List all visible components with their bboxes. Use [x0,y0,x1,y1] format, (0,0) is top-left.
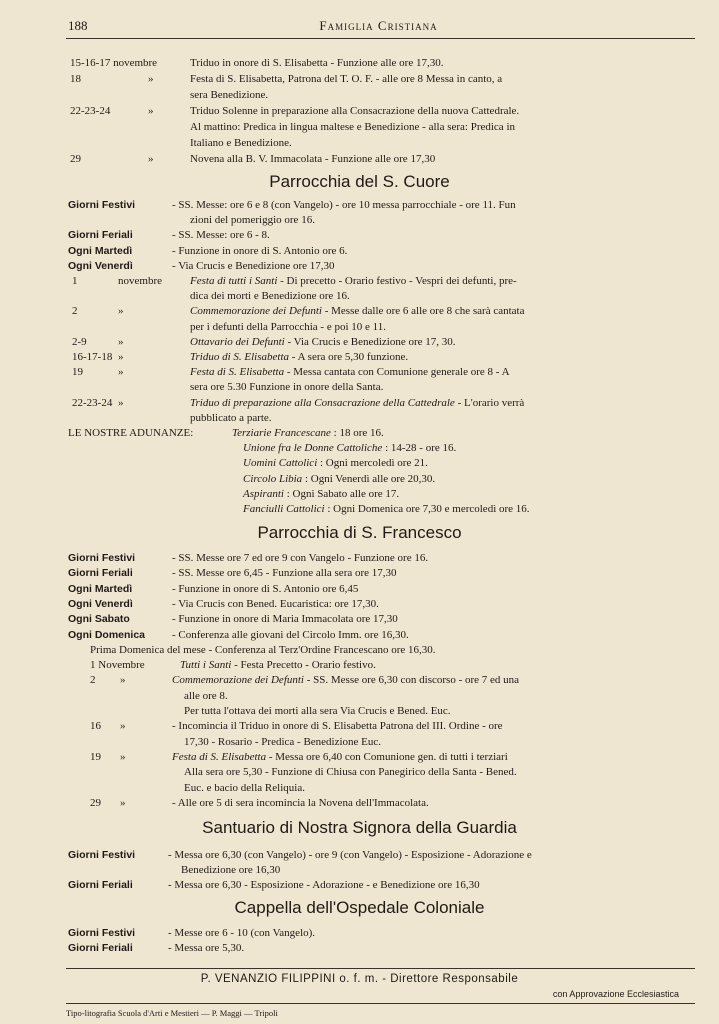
line-text: - Festa Precetto - Orario festivo. [231,659,376,672]
director-line: P. VENANZIO FILIPPINI o. f. m. - Direttore Responsabile [200,973,519,985]
line-label: Giorni Festivi [68,849,136,861]
line-body [190,136,292,150]
line-body [172,719,503,733]
line-date: 29 [70,153,81,165]
line-body [184,704,451,718]
line-date: 29 [90,796,101,809]
section-heading: Parrocchia del S. Cuore [269,172,450,191]
line-body [172,612,398,626]
line-text: Festa di S. Elisabetta, Patrona del T. O. F. - alle ore 8 Messa in canto, a [190,73,503,85]
line-marker: » [118,366,124,379]
line-emphasis: Fanciulli Cattolici [243,503,325,515]
page-number: 188 [68,18,88,33]
line-label: Giorni Festivi [68,927,136,939]
line-emphasis: Festa di tutti i Santi [190,275,278,287]
line-emphasis: Tutti i Santi [180,659,232,672]
line-date: 19 [90,750,101,763]
line-body [190,152,435,166]
line-date: 16 [90,720,101,733]
line-text: - Messa ore 5,30. [168,942,245,954]
line-text: Alla sera ore 5,30 - Funzione di Chiusa con Panegirico della Santa - Bened. [184,766,517,779]
line-emphasis: Unione fra le Donne Cattoliche [243,442,383,455]
line-emphasis: Festa di S. Elisabetta [172,750,267,763]
page-title: Famiglia Cristiana [319,18,438,33]
line-text: - Messa cantata con Comunione generale ore 8 - A [284,366,510,379]
line-date: 1 Novembre [90,659,145,672]
line-body [243,487,399,501]
line-text: - Incomincia il Triduo in onore di S. Elisabetta Patrona del III. Ordine - ore [172,720,503,733]
line-body [190,213,315,227]
line-text: Novena alla B. V. Immacolata - Funzione alle ore 17,30 [190,153,436,165]
line-body [172,551,428,565]
line-body [190,120,515,134]
line-date: 2 [90,674,96,687]
line-body [190,56,443,70]
line-body [168,926,315,940]
line-body [168,848,532,862]
line-body [172,259,335,273]
line-label: Ogni Venerdì [68,597,133,610]
line-label: Ogni Martedì [68,582,133,595]
line-text: - A sera ore 5,30 funzione. [289,351,409,363]
line-date: 19 [72,366,83,379]
line-text: - Funzione in onore di Maria Immacolata ore 17,30 [172,613,398,626]
approval-line: con Approvazione Ecclesiastica [552,989,679,999]
line-text: zioni del pomeriggio ore 16. [190,214,315,227]
line-date: 2-9 [72,335,87,348]
line-text: : Ogni Venerdì alle ore 20,30. [302,472,436,485]
line-date: 18 [70,73,81,85]
line-text: Italiano e Benedizione. [190,137,292,149]
line-body [190,350,408,364]
line-label: Giorni Festivi [68,199,136,211]
line-text: 17,30 - Rosario - Predica - Benedizione Euc. [184,735,382,748]
line-body [243,502,530,516]
line-body [190,104,519,118]
line-body [184,781,305,795]
line-date: 22-23-24 [70,105,111,117]
line-body [172,244,347,258]
line-body [190,289,350,303]
line-body [190,274,517,288]
line-text: - Alle ore 5 di sera incomincia la Novena dell'Immacolata. [172,796,429,809]
line-text: - SS. Messe ore 6,45 - Funzione alla sera ore 17,30 [172,567,397,580]
line-text: - Via Crucis e Benedizione ore 17,30 [172,259,335,272]
line-emphasis: Terziarie Francescane [232,427,331,439]
line-text: - SS. Messe: ore 6 e 8 (con Vangelo) - ore 10 messa parrocchiale - ore 11. Fun [172,199,516,211]
section-heading: Parrocchia di S. Francesco [257,523,462,542]
line-label: Ogni Venerdì [68,259,133,272]
line-body [172,628,409,642]
line-body [243,472,435,486]
line-text: Triduo in onore di S. Elisabetta - Funzione alle ore 17,30. [190,57,444,69]
line-text: : Ogni Sabato alle ore 17. [283,487,400,500]
line-marker: » [120,796,126,809]
line-marker: » [148,105,154,117]
line-text: : Ogni mercoledì ore 21. [317,457,428,470]
line-body [168,878,480,892]
line-body [190,72,502,86]
line-text: - Messe ore 6 - 10 (con Vangelo). [168,927,316,939]
line-body [172,582,358,596]
line-body [190,380,383,394]
line-emphasis: Commemorazione dei Defunti [172,674,304,687]
line-body [190,320,386,334]
line-date: 22-23-24 [72,396,113,409]
line-emphasis: Triduo di preparazione alla Consacrazione della Cattedrale [190,396,455,409]
line-body [184,689,228,703]
line-body [172,673,519,687]
section-heading: Santuario di Nostra Signora della Guardia [202,818,517,837]
line-text: : 14-28 - ore 16. [382,442,457,455]
line-body [172,796,429,810]
line-text: Al mattino: Predica in lingua maltese e Benedizione - alla sera: Predica in [190,121,515,133]
line-text: - SS. Messe ore 6,30 con discorso - ore 7 ed una [303,674,520,687]
line-body [172,198,516,212]
line-text: - SS. Messe ore 7 ed ore 9 con Vangelo - Funzione ore 16. [172,552,429,564]
line-text: Per tutta l'ottava dei morti alla sera Via Crucis e Bened. Euc. [184,705,451,717]
line-text: - Funzione in onore di S. Antonio ore 6,45 [172,582,359,595]
line-text: per i defunti della Parrocchia - e poi 10 e 11. [190,320,386,333]
line-marker: » [118,351,124,363]
line-body [168,941,244,955]
section-heading: Cappella dell'Ospedale Coloniale [234,898,485,917]
line-body [180,658,376,672]
line-text: - Di precetto - Orario festivo - Vespri dei defunti, pre- [277,275,517,287]
line-date: 2 [72,305,78,318]
line-label: Giorni Festivi [68,552,136,564]
line-marker: » [148,73,154,85]
line-date: 1 [72,275,78,287]
line-text: sera ore 5.30 Funzione in onore della Santa. [190,381,384,394]
line-emphasis: Aspiranti [243,487,284,500]
line-date: 15-16-17 novembre [70,57,158,69]
line-text: - Via Crucis con Bened. Eucaristica: ore 17,30. [172,597,379,610]
printer-rule [66,1003,695,1004]
line-text: - Messa ore 6,40 con Comunione gen. di tutti i terziari [266,750,508,763]
line-body [190,365,510,379]
line-text: - Messa ore 6,30 - Esposizione - Adorazione - e Benedizione ore 16,30 [168,879,480,891]
line-text: sera Benedizione. [190,89,269,101]
line-marker: » [120,720,126,733]
line-text: pubblicato a parte. [190,411,272,424]
line-text: - Messa ore 6,30 (con Vangelo) - ore 9 (con Vangelo) - Esposizione - Adorazione e [168,849,532,861]
page-header [68,18,689,36]
line-label: Ogni Domenica [68,628,146,641]
line-label: Ogni Martedì [68,244,133,257]
line-body [172,597,379,611]
line-body [190,304,524,318]
line-label: Giorni Feriali [68,942,133,954]
line-text: - Funzione in onore di S. Antonio ore 6. [172,244,348,257]
line-text: Euc. e bacio della Reliquia. [184,781,305,794]
line-body [190,396,524,410]
line-text: Prima Domenica del mese - Conferenza al Terz'Ordine Francescano ore 16,30. [90,643,436,656]
line-body [190,411,272,425]
line-emphasis: Circolo Libia [243,472,303,485]
line-text: Triduo Solenne in preparazione alla Consacrazione della nuova Cattedrale. [190,105,520,117]
line-body [172,566,397,580]
line-text: - L'orario verrà [454,396,525,409]
line-body [172,228,270,242]
line-text: alle ore 8. [184,689,228,702]
line-label: Giorni Feriali [68,229,133,242]
line-marker: » [118,335,124,348]
line-body [190,88,268,102]
line-marker: » [120,674,126,687]
line-body [184,735,381,749]
line-label: Giorni Feriali [68,879,133,891]
line-text: : 18 ore 16. [330,427,384,439]
line-marker: » [148,153,154,165]
line-body [172,750,508,764]
line-emphasis: Commemorazione dei Defunti [190,305,322,318]
line-text: : Ogni Domenica ore 7,30 e mercoledì ore 16. [324,503,530,515]
line-text: - Conferenza alle giovani del Circolo Imm. ore 16,30. [172,628,409,641]
line-body [90,643,436,657]
line-text: dica dei morti e Benedizione ore 16. [190,290,350,303]
line-body [243,441,456,455]
line-text: - Messe dalle ore 6 alle ore 8 che sarà cantata [321,305,525,318]
line-marker: » [118,396,124,409]
line-text: - SS. Messe: ore 6 - 8. [172,229,270,242]
printer-line: Tipo-litografia Scuola d'Arti e Mestieri — P. Maggi — Tripoli [66,1008,278,1018]
line-body [243,456,428,470]
line-label: Giorni Feriali [68,567,133,580]
line-emphasis: Triduo di S. Elisabetta [190,351,290,363]
line-text: - Via Crucis e Benedizione ore 17, 30. [284,335,456,348]
line-label: Ogni Sabato [68,613,130,626]
line-date: 16-17-18 [72,351,113,363]
header-rule [66,38,695,39]
line-emphasis: Festa di S. Elisabetta [190,366,285,379]
line-body [184,765,517,779]
line-body [181,863,280,877]
line-text: Benedizione ore 16,30 [181,864,281,876]
line-body [232,426,384,440]
footer-rule [66,968,695,969]
line-emphasis: Ottavario dei Defunti [190,335,285,348]
line-marker: » [120,750,126,763]
line-label: LE NOSTRE ADUNANZE: [68,427,194,439]
line-marker: » [118,305,124,318]
line-emphasis: Uomini Cattolici [243,457,318,470]
line-body [190,335,456,349]
line-marker: novembre [118,275,162,287]
